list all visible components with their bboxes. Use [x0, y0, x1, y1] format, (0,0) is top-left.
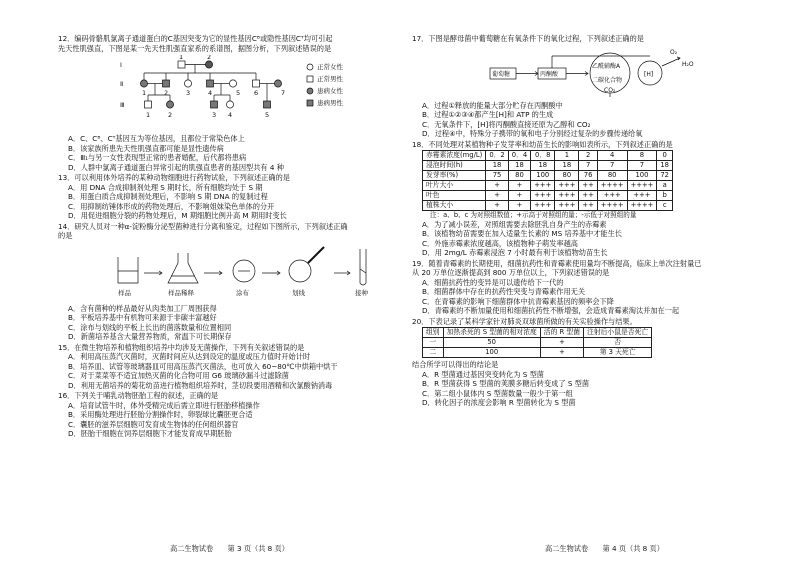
table-row [423, 328, 652, 338]
option-d: D．转化因子的浓度会影响 R 型菌转化为 S 型菌 [422, 398, 576, 408]
individual-number: 3 [212, 111, 217, 119]
table-cell: 否 [584, 338, 652, 348]
individual-number: 5 [265, 111, 270, 119]
individual-number: 4 [208, 89, 213, 97]
node-label: 葡萄糖 [492, 70, 511, 78]
individual-number: 2 [168, 111, 173, 119]
table-row [423, 151, 673, 161]
table-row [423, 348, 652, 358]
option-a: A．C、Cᴮ、Cᵀ基因互为等位基因，且都位于常染色体上 [68, 134, 245, 143]
option-a: A．过程①释放的能量大部分贮存在丙酮酸中 [422, 100, 563, 110]
node-label: O₂ [670, 48, 678, 56]
option-a: A．培育试管牛时，体外受精完成后需立即进行胚胎移植操作 [68, 400, 260, 410]
table-cell: +++ [555, 191, 579, 201]
option-d: D．人群中氯离子通道蛋白异常引起的肌强直患者的基因型共有 4 种 [68, 162, 284, 172]
option-a: A．利用高压蒸汽灭菌时，灭菌时间应从达到设定的温度或压力值时开始计时 [68, 352, 311, 361]
table-cell: + [486, 191, 508, 201]
table-cell: 0 [657, 151, 673, 161]
table-cell: + [486, 181, 508, 191]
gen-label: Ⅲ [120, 101, 125, 109]
question-stem: 16．下列关于哺乳动物胚胎工程的叙述，正确的是 [58, 391, 219, 400]
node-label: 乙酰辅酶A [592, 62, 621, 70]
option-d: D．利用无菌培养的菊花幼苗进行植物组织培养时，茎切段要用酒精和次氯酸钠消毒 [68, 380, 333, 390]
table-cell: 18 [508, 161, 530, 171]
table-cell: 叶片大小 [423, 181, 486, 191]
table-cell: 80 [508, 171, 530, 181]
table-cell: ++++ [627, 181, 657, 191]
table-cell: ++++ [597, 201, 627, 211]
table-cell: c [657, 201, 673, 211]
option-d: D．用促进细胞分裂的药物处理后，M 期细胞比例升高 M 期用时变长 [68, 211, 287, 220]
table-cell: 100 [443, 348, 540, 358]
table-cell: 18 [486, 161, 508, 171]
question-17 [412, 34, 757, 139]
table-cell: 浸泡时间(h) [423, 161, 486, 171]
option-c: C．第二组小鼠体内 S 型菌数量一般少于第一组 [422, 388, 573, 398]
individual-number: 2 [207, 55, 212, 61]
table-cell: 80 [555, 171, 579, 181]
table-cell: 4 [597, 151, 627, 161]
option-a: A．为了减小误差，对照组需要去除胚乳自身产生的赤霉素 [422, 219, 607, 229]
table-cell: 0．8 [531, 151, 555, 161]
option-a: A．R 型菌通过基因突变转化为 S 型菌 [422, 369, 544, 379]
right-column [412, 34, 757, 409]
table-cell: +++ [555, 201, 579, 211]
table-cell: 8 [627, 151, 657, 161]
step-label: 涂布 [236, 288, 249, 297]
node-label: [H] [644, 70, 654, 78]
option-a: A．用 DNA 合成抑制剂处理 S 期时长，所有细胞均处于 S 期 [68, 182, 263, 192]
table-cell: 75 [486, 171, 508, 181]
table-cell: 18 [531, 161, 555, 171]
table-cell: 加热杀死的 S 型菌的相对浓度 [443, 328, 540, 338]
table-cell: 80 [597, 171, 627, 181]
table-cell: 100 [627, 171, 657, 181]
step-label: 划线 [292, 288, 305, 297]
question-stem: 的是 [58, 231, 73, 240]
table-cell: 0．2 [486, 151, 508, 161]
step-label: 样品 [118, 288, 131, 297]
option-c: C．用抑制纺锤体形成的药物处理后，不影响姐妹染色单体的分开 [68, 201, 275, 211]
table-cell: + [486, 201, 508, 211]
table-cell: 7 [579, 161, 597, 171]
left-column [58, 34, 403, 440]
option-c: C．外施赤霉素浓度越高，该植物种子萌发率越高 [422, 238, 578, 248]
option-b: B．R 型菌获得 S 型菌的荚膜多糖后转变成了 S 型菌 [422, 379, 590, 389]
table-cell: +++ [531, 191, 555, 201]
option-c: C．囊胚的滋养层细胞可发育成生物体的任何组织器官 [68, 419, 239, 429]
option-d: D．新菌培养基含大量营养物质，常温下可长期保存 [68, 332, 232, 341]
individual-number: 1 [142, 89, 147, 97]
question-stem: 13．可以利用体外培养的某种动物细胞进行药物试验，下列叙述正确的是 [58, 173, 290, 182]
table-cell: 7 [627, 161, 657, 171]
table-cell: 18 [657, 161, 673, 171]
option-c: C．无氧条件下，[H]将丙酮酸直接还原为乙醇和 CO₂ [422, 119, 591, 129]
option-b: B．平板培养基中有机物可来源于非碳丰富越好 [68, 313, 217, 322]
table-row [423, 201, 673, 211]
table-cell: ++ [579, 201, 597, 211]
table-cell: 100 [531, 171, 555, 181]
table-cell: +++ [555, 181, 579, 191]
table-cell: 一 [423, 338, 444, 348]
individual-number: 5 [236, 89, 241, 97]
question-16 [58, 391, 403, 439]
option-d: D．过程④中，特殊分子携带的氧和电子分别经过复杂的步骤传递给氧 [422, 129, 643, 138]
table-cell: 叶色 [423, 191, 486, 201]
node-label: 二碳化合物 [592, 76, 623, 84]
isolation-process-figure [58, 243, 403, 301]
individual-number: 1 [179, 55, 184, 61]
table-cell: 二 [423, 348, 444, 358]
question-stem: 从 20 万单位逐渐提高到 800 万单位以上，下列叙述错误的是 [412, 268, 610, 278]
pneumococcus-table [422, 327, 652, 358]
pedigree-chart [58, 55, 403, 131]
question-stem: 12．编码骨骼肌氯离子通道蛋白的C基因突变为它的显性基因Cᴮ或隐性基因Cᵀ均可引起 [58, 34, 333, 43]
option-c: C．在青霉素的影响下细菌群体中抗青霉素基因的频率会下降 [422, 296, 614, 306]
gibberellin-table [422, 150, 673, 211]
gen-label: Ⅰ [120, 61, 122, 69]
table-cell: + [508, 181, 530, 191]
table-cell: a [657, 181, 673, 191]
table-cell: 7 [597, 161, 627, 171]
option-a: A．细菌抗药性的变异是可以遗传给下一代的 [422, 277, 564, 287]
option-b: B．用蛋白质合成抑制剂处理后，不影响 S 期 DNA 的复制过程 [68, 192, 268, 201]
table-cell: b [657, 191, 673, 201]
table-row [423, 161, 673, 171]
option-c: C．涂布与划线的平板上长出的菌落数量和位置相同 [68, 322, 232, 332]
table-cell: +++ [531, 181, 555, 191]
question-stem: 20．下表记录了某科学家针对肺炎双球菌所做的有关实验操作与结果。 [412, 316, 637, 326]
option-b: B．采用酶处理进行胚胎分割操作时，卵裂球比囊胚更合适 [68, 410, 253, 419]
table-cell: 1 [555, 151, 579, 161]
option-b: B．该植物幼苗需要在加入适量生长素的 MS 培养基中才能生长 [422, 229, 622, 239]
option-d: D．用 2mg/L 赤霉素浸泡 7 小时最有利于该植物幼苗生长 [422, 248, 608, 258]
table-cell: +++ [531, 201, 555, 211]
option-c: C．Ⅲ₁与另一女性表现型正常的患者婚配，后代都将患病 [68, 153, 247, 162]
glucose-oxidation-diagram [412, 46, 757, 98]
node-label: CO₂ [604, 86, 616, 94]
table-cell: ++ [579, 191, 597, 201]
question-stem: 17．下图是酵母菌中葡萄糖在有氧条件下的氧化过程，下列叙述正确的是 [412, 34, 644, 43]
gen-label: Ⅱ [120, 80, 124, 88]
table-cell: 2 [579, 151, 597, 161]
table-note: 注：a、b、c 为对照组数值；+示高于对照组的量；-示低于对照组的量 [430, 211, 637, 219]
question-13 [58, 173, 403, 221]
table-cell: + [508, 191, 530, 201]
option-b: B．该家族所患先天性肌强直都可能是显性遗传病 [68, 143, 224, 153]
table-cell: 50 [443, 338, 540, 348]
option-b: B．细菌群体中存在的抗药性突变与青霉素作用无关 [422, 287, 586, 297]
page-footer-left: 高二生物试卷 第 3 页（共 8 页） [170, 543, 289, 553]
question-18 [412, 140, 757, 258]
table-row [423, 191, 673, 201]
question-stem: 15．在微生物培养和植物组织培养中均涉及无菌操作，下列有关叙述错误的是 [58, 342, 305, 352]
individual-number: 2 [164, 89, 169, 97]
table-cell: + [540, 338, 583, 348]
table-cell: +++ [627, 191, 657, 201]
question-20 [412, 317, 757, 408]
page-footer-right: 高二生物试卷 第 4 页（共 8 页） [545, 543, 664, 553]
table-cell: 76 [579, 171, 597, 181]
question-19 [412, 259, 757, 316]
table-cell: 第 3 天死亡 [584, 348, 652, 358]
question-stem: 19．随着青霉素的长期使用，细菌抗药性和青霉素使用量均不断提高，临床上单次注射量已 [412, 258, 702, 268]
conclusion-prompt: 结合所学可以得出的结论是 [412, 360, 499, 370]
table-cell: 72 [657, 171, 673, 181]
question-stem: 先天性肌强直，下图是某一先天性肌强直家系的系谱图，据图分析，下列叙述错误的是 [58, 43, 332, 53]
option-b: B．培养皿、试管等玻璃器皿可用高压蒸汽灭菌法，也可放入 60~80℃中烘箱中烘干 [68, 361, 338, 371]
individual-number: 1 [146, 111, 151, 119]
table-cell: + [540, 348, 583, 358]
table-cell: + [508, 201, 530, 211]
individual-number: 4 [228, 111, 233, 119]
table-cell: 组别 [423, 328, 444, 338]
individual-number: 6 [254, 89, 259, 97]
table-cell: 发芽率(%) [423, 171, 486, 181]
node-label: H₂O [682, 60, 694, 68]
table-cell: 植株大小 [423, 201, 486, 211]
legend-label: 正常男性 [317, 75, 343, 83]
table-row [423, 181, 673, 191]
legend-label: 患病女性 [317, 87, 343, 95]
node-label: 丙酮酸 [540, 70, 559, 78]
table-cell: ++++ [597, 181, 627, 191]
step-label: 接种 [355, 288, 368, 297]
individual-number: 7 [281, 89, 286, 97]
table-cell: +++ [597, 191, 627, 201]
option-a: A．含有菌种的样品最好从肉类加工厂周围获得 [68, 303, 217, 313]
question-stem: 14．研究人员对一种α-淀粉酶分泌型菌种进行分离和鉴定，过程如下图所示，下列叙述正确 [58, 221, 348, 231]
table-cell: 18 [555, 161, 579, 171]
table-row [423, 171, 673, 181]
step-label: 样品稀释 [168, 288, 194, 297]
option-d: D．胚胎干细胞在饲养层细胞下才能发育成早期胚胎 [68, 429, 232, 438]
question-14 [58, 222, 403, 342]
legend-label: 患病男性 [317, 99, 343, 107]
table-cell: 赤霉素浓度(mg/L) [423, 151, 486, 161]
table-row [423, 338, 652, 348]
table-cell: 活的 R 型菌 [540, 328, 583, 338]
option-c: C．对于菜菜等不适宜加热灭菌的化合物可用 G6 玻璃砂漏斗过滤除菌 [68, 371, 289, 380]
question-stem: 18．不同处理对某植物种子发芽率和幼苗生长的影响如表所示，下列叙述正确的是 [412, 139, 673, 149]
question-12 [58, 34, 403, 172]
question-15 [58, 343, 403, 391]
table-cell: ++ [579, 181, 597, 191]
legend-label: 正常女性 [317, 63, 343, 71]
option-d: D．青霉素的不断加量使用和细菌抗药性不断增强，会造成青霉素淘汰并加在一起 [422, 306, 680, 316]
option-b: B．过程①②③④都产生[H]和 ATP 的生成 [422, 110, 554, 119]
table-cell: 注射后小鼠是否死亡 [584, 328, 652, 338]
individual-number: 3 [186, 89, 191, 97]
table-cell: 0．4 [508, 151, 530, 161]
table-cell: ++++ [627, 201, 657, 211]
